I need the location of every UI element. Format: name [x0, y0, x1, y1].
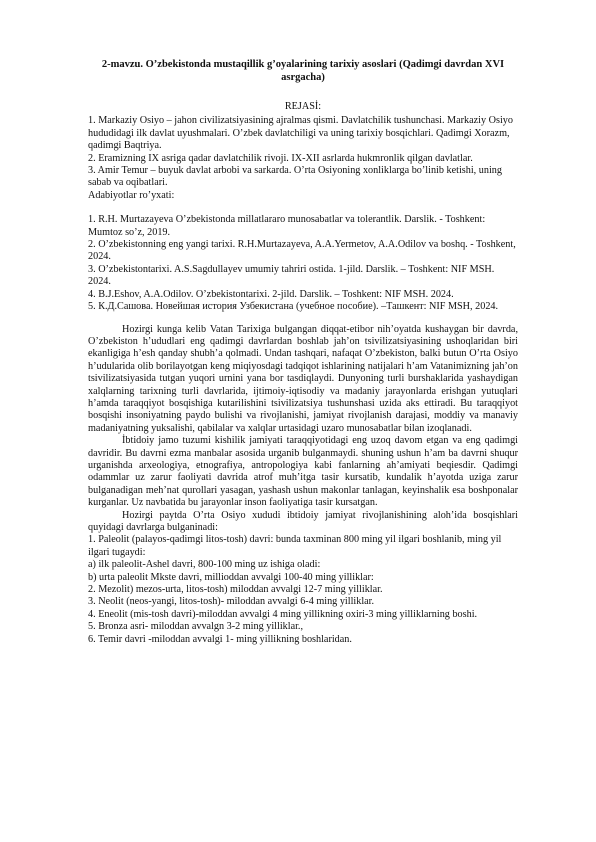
period-item: 6. Temir davri -miloddan avvalgi 1- ming yillikning boshlaridan.	[88, 633, 352, 645]
period-item: 5. Bronza asri- miloddan avvalgn 3-2 ming yilliklar.,	[88, 621, 304, 633]
body-paragraph: Hozirgi paytda O’rta Osiyo xududi ibtidoiy jamiyat rivojlanishining aloh’ida bosqishlari quyidagi davrlarga bulganinadi:	[88, 509, 518, 533]
plan-heading: REJASİ:	[284, 101, 322, 112]
plan-item: 2. Eramizning IX asriga qadar davlatchilik rivoji. IX-XII asrlarda hukmronlik qilgan davlatlar.	[88, 152, 473, 164]
body-paragraph: Hozirgi kunga kelib Vatan Tarixiga bulgangan diqqat-etibor nih’oyatda kushaygan bir davrda, O’zbekiston h’ududlari eng qadimgi davrlardan boshlab jah’on tsivilizatsiyasining ushoqlaridan biri ekanligiga h’esh qanday shubh’a qolmadi. Undan tashqari, nafaqat O’zbekiston, balki butun O’rta Osiyo h’udularida olib borilayotgan keng miqiyosdagi tadqiqot ishlarining natijalari h’am Vatanimizning jah’on tsivilizatsiyasida tutgan yuqori urnini yana bor tasdiqlaydi. Dunyoning turli burshaklarida yashaydigan xalqlarning tarixning turli davrlarida, ijtimoiy-iqtisodiy va madaniy jarayonlarda erishgan yutuqlari h’amda taraqqiyot bosqishiga kutarilishini tsivilizatsiya tushunshasi uzida aks ettiradi. Bu taraqqiyot bosqishi insoniyatning paydo bulishi va rivojlanishi, jamiyat rivojlanish darajasi, moddiy va manaviy madaniyatning yuksalishi, qabilalar va xalqlar urtasidagi uzaro munosabatlar bilan izoqlanadi.	[88, 323, 518, 434]
plan-item: 3. Amir Temur – buyuk davlat arbobi va sarkarda. O’rta Osiyoning xonliklarga bo’linib ketishi, uning sabab va oqibatlari.	[88, 165, 502, 189]
literature-item: 5. К.Д.Сашова. Новейшая история Узбекистана (учебное пособие). –Ташкент: NIF MSH, 2024.	[88, 301, 499, 313]
period-item: b) urta paleolit Mkste davri, millioddan avvalgi 100-40 ming yilliklar:	[88, 571, 374, 583]
literature-item: 1. R.H. Murtazayeva O’zbekistonda millatlararo munosabatlar va tolerantlik. Darslik. - Toshkent: Mumtoz so’z, 2019.	[88, 214, 486, 238]
spacer	[88, 314, 518, 324]
period-item: 1. Paleolit (palayos-qadimgi litos-tosh) davri: bunda taxminan 800 ming yil ilgari boshlanib, ming yil ilgari tugaydi:	[88, 534, 502, 558]
period-item: 2. Mezolit) mezos-urta, litos-tosh) miloddan avvalgi 12-7 ming yilliklar.	[88, 584, 383, 596]
literature-item: 3. O’zbekistontarixi. A.S.Sagdullayev umumiy tahriri ostida. 1-jild. Darslik. – Toshkent: NIF MSH. 2024.	[88, 263, 495, 288]
period-item: 4. Eneolit (mis-tosh davri)-miloddan avvalgi 4 ming yillikning oxiri-3 ming yilliklarning boshi.	[88, 608, 478, 620]
literature-heading: Adabiyotlar ro’yxati:	[88, 189, 175, 201]
plan-item: 1. Markaziy Osiyo – jahon civilizatsiyasining ajralmas qismi. Davlatchilik tushunchasi. Markaziy Osiyo hududidagi ilk davlat uyushmalari. O’zbek davlatchiligi va uning tarixiy bosqichlari. Qadimgi Xorazm, qadimgi Baqtriya.	[88, 115, 513, 152]
literature-item: 4. B.J.Eshov, A.A.Odilov. O’zbekistontarixi. 2-jild. Darslik. – Toshkent: NIF MSH. 2024.	[88, 288, 454, 300]
body-paragraph: İbtidoiy jamo tuzumi kishilik jamiyati taraqqiyotidagi eng uzoq davom etgan va eng qadimgi davridir. Bu davrni ezma manbalar asosida urganib bulganmaydi. shuning ushun h’am ba davrni shuqur urganishda arxeologiya, etnografiya, antropologiya kabi fanlarning ah’amiyati beqiesdir. Qadimgi odammlar uz zarur faoliyati davrida atrof muh’itga tasir kursatib, kundalik h’ayotda uziga zarur bulganadigan meh’nat qurollari yasagan, yashash ushun makonlar tanlagan, keyinshalik esa boshponalar kurganlar. Uz navbatida bu jarayonlar inson faoliyatiga tasir kursatgan.	[88, 435, 518, 509]
spacer	[88, 202, 518, 214]
document-page	[88, 58, 518, 646]
page-title: 2-mavzu. O’zbekistonda mustaqillik g’oyalarining tarixiy asoslari (Qadimgi davrdan XVI asrgacha)	[101, 59, 505, 83]
period-item: a) ilk paleolit-Ashel davri, 800-100 ming uz ishiga oladi:	[88, 559, 321, 571]
period-item: 3. Neolit (neos-yangi, litos-tosh)- miloddan avvalgi 6-4 ming yilliklar.	[88, 596, 375, 608]
literature-item: 2. O’zbekistonning eng yangi tarixi. R.H.Murtazayeva, A.A.Yermetov, A.A.Odilov va boshq. - Toshkent, 2024.	[88, 239, 516, 263]
